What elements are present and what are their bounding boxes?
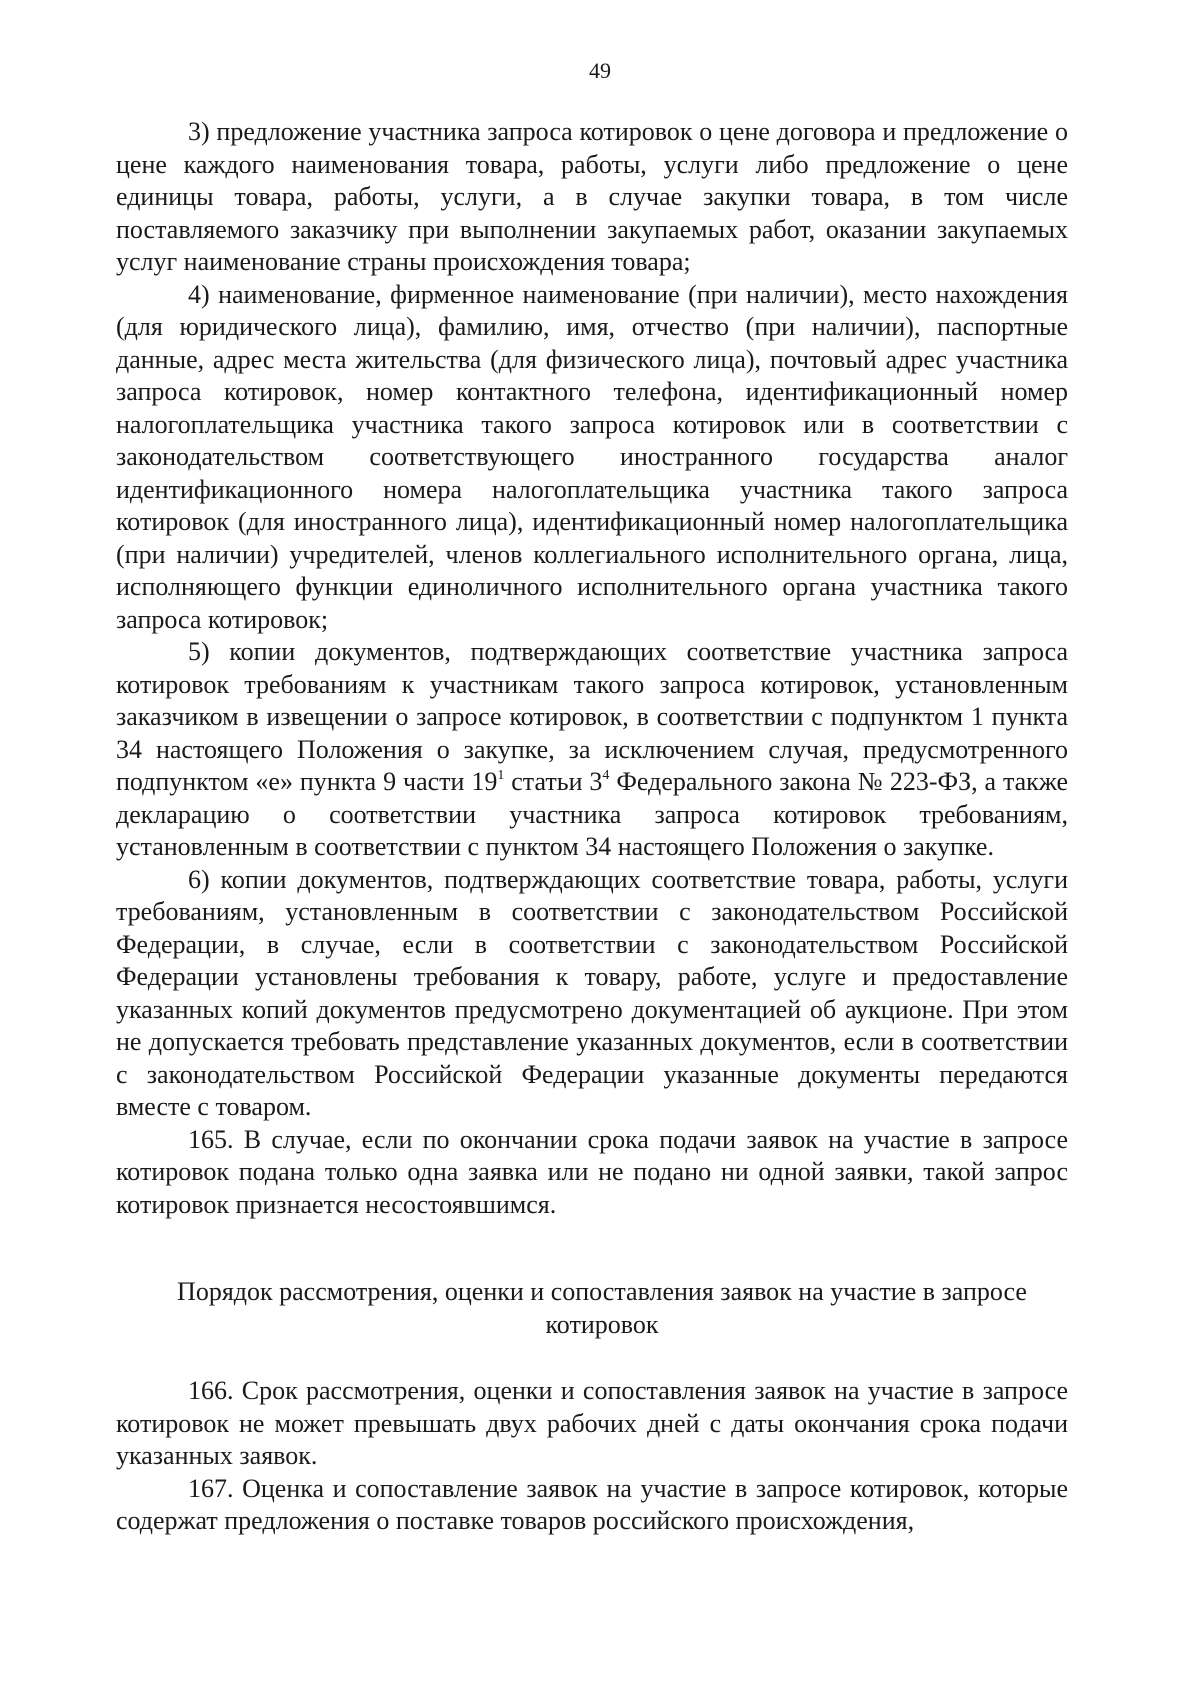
paragraph-clause-165: 165. В случае, если по окончании срока подачи заявок на участие в запросе котировок подана только одна заявка или не подано ни одной заявки, такой запрос котировок признается несостоявшимся. xyxy=(116,1124,1068,1219)
paragraph-item-5 xyxy=(116,636,1068,864)
section-heading: Порядок рассмотрения, оценки и сопоставления заявок на участие в запросе котировок xyxy=(177,1277,1027,1339)
document-body xyxy=(116,116,1068,1538)
item-5-text-part-1: 5) копии документов, подтверждающих соответствие участника запроса котировок требованиям к участникам такого запроса котировок, установленным заказчиком в извещении о запросе котировок, в соответствии с подпунктом 1 пункта 34 настоящего Положения о закупке, за исключением случая, предусмотренного подпунктом «е» пункта 9 части 19 xyxy=(116,637,1068,796)
item-5-text-part-3: Федерального закона № 223-ФЗ, а также декларацию о соответствии участника запроса котировок требованиям, установленным в соответствии с пунктом 34 настоящего Положения о закупке. xyxy=(116,767,1068,861)
spacer xyxy=(116,1341,1068,1375)
superscript-1: 1 xyxy=(497,768,505,783)
paragraph-item-6: 6) копии документов, подтверждающих соответствие товара, работы, услуги требованиям, установленным в соответствии с законодательством Российской Федерации, в случае, если в соответствии с законодательством Российской Федерации установлены требования к товару, работе, услуге и предоставление указанных копий документов предусмотрено документацией об аукционе. При этом не допускается требовать представление указанных документов, если в соответствии с законодательством Российской Федерации указанные документы передаются вместе с товаром. xyxy=(116,864,1068,1121)
paragraph-clause-167: 167. Оценка и сопоставление заявок на участие в запросе котировок, которые содержат предложения о поставке товаров российского происхождения, xyxy=(116,1473,1068,1535)
page-number: 49 xyxy=(589,58,611,83)
spacer xyxy=(116,1221,1068,1276)
item-5-text-part-2: статьи 3 xyxy=(504,767,603,796)
superscript-4: 4 xyxy=(602,768,610,783)
paragraph-item-3: 3) предложение участника запроса котировок о цене договора и предложение о цене каждого наименования товара, работы, услуги либо предложение о цене единицы товара, работы, услуги, а в случае закупки товара, в том числе поставляемого заказчику при выполнении закупаемых работ, оказании закупаемых услуг наименование страны происхождения товара; xyxy=(116,117,1068,276)
paragraph-item-4: 4) наименование, фирменное наименование (при наличии), место нахождения (для юридического лица), фамилию, имя, отчество (при наличии), паспортные данные, адрес места жительства (для физического лица), почтовый адрес участника запроса котировок, номер контактного телефона, идентификационный номер налогоплательщика участника такого запроса котировок или в соответствии с законодательством соответствующего иностранного государства аналог идентификационного номера налогоплательщика участника такого запроса котировок (для иностранного лица), идентификационный номер налогоплательщика (при наличии) учредителей, членов коллегиального исполнительного органа, лица, исполняющего функции единоличного исполнительного органа участника такого запроса котировок; xyxy=(116,279,1068,634)
paragraph-clause-166: 166. Срок рассмотрения, оценки и сопоставления заявок на участие в запросе котировок не может превышать двух рабочих дней с даты окончания срока подачи указанных заявок. xyxy=(116,1376,1068,1470)
